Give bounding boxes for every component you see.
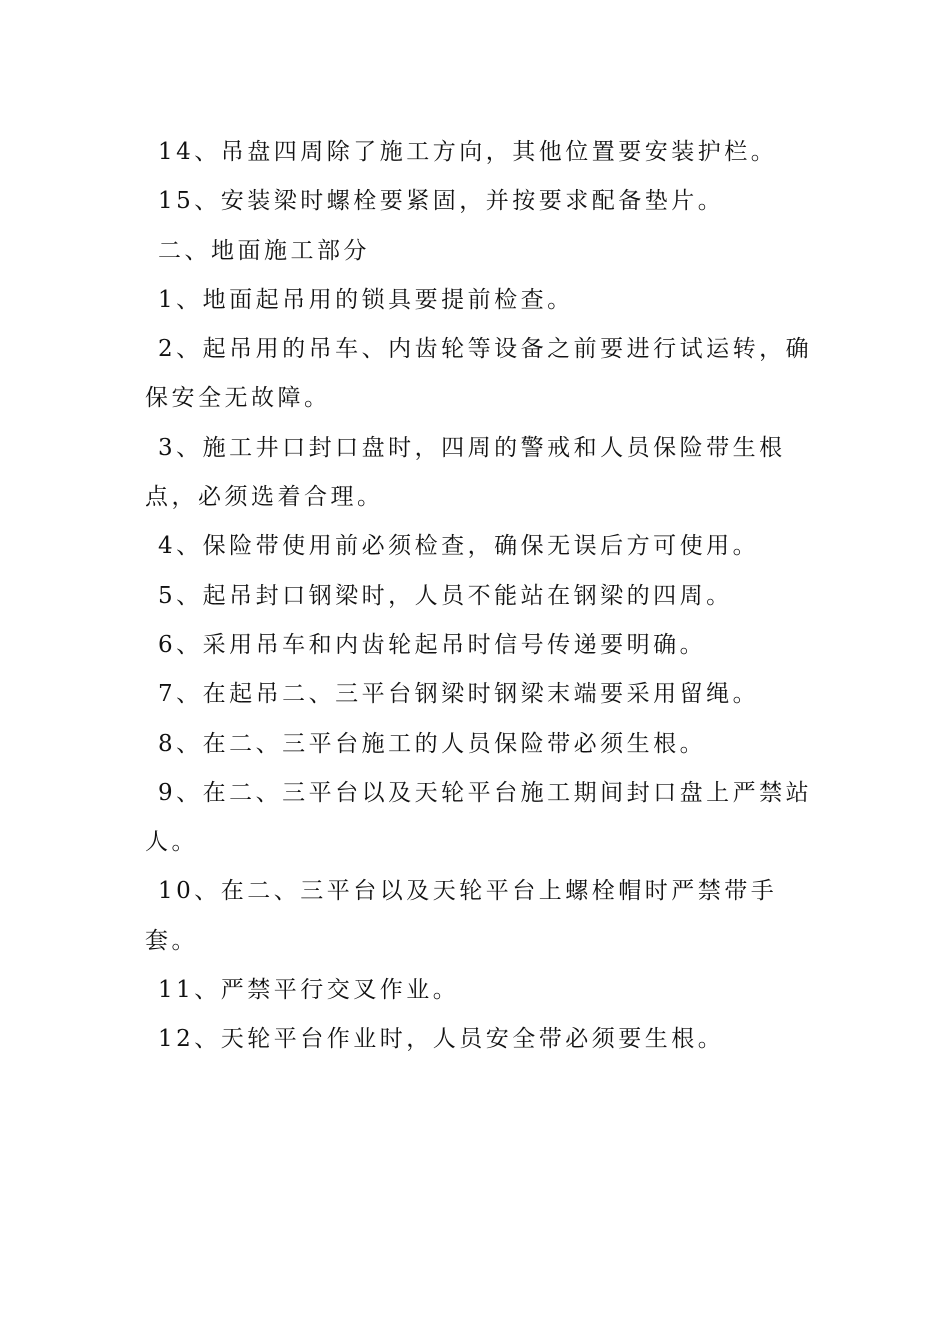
paragraph-item-11: 11、严禁平行交叉作业。 (158, 977, 460, 1004)
paragraph-item-5: 5、起吊封口钢梁时，人员不能站在钢梁的四周。 (158, 582, 733, 609)
paragraph-item-10: 10、在二、三平台以及天轮平台上螺栓帽时严禁带手套。 (145, 878, 778, 954)
paragraph-item-8: 8、在二、三平台施工的人员保险带必须生根。 (158, 730, 707, 757)
paragraph-item-1: 1、地面起吊用的锁具要提前检查。 (158, 286, 574, 313)
paragraph-item-15: 15、安装梁时螺栓要紧固，并按要求配备垫片。 (158, 188, 725, 215)
document-body (145, 128, 820, 1065)
paragraph-item-3: 3、施工井口封口盘时，四周的警戒和人员保险带生根点，必须选着合理。 (145, 434, 786, 511)
paragraph-item-6: 6、采用吊车和内齿轮起吊时信号传递要明确。 (158, 631, 707, 658)
paragraph-item-7: 7、在起吊二、三平台钢梁时钢梁末端要采用留绳。 (158, 681, 760, 708)
paragraph-item-9: 9、在二、三平台以及天轮平台施工期间封口盘上严禁站人。 (145, 779, 813, 856)
paragraph-item-2: 2、起吊用的吊车、内齿轮等设备之前要进行试运转，确保安全无故障。 (145, 336, 813, 412)
paragraph-item-14: 14、吊盘四周除了施工方向，其他位置要安装护栏。 (158, 139, 778, 165)
section-heading: 二、地面施工部分 (158, 237, 370, 264)
paragraph-item-12: 12、天轮平台作业时，人员安全带必须要生根。 (158, 1026, 725, 1053)
paragraph-item-4: 4、保险带使用前必须检查，确保无误后方可使用。 (158, 533, 760, 560)
